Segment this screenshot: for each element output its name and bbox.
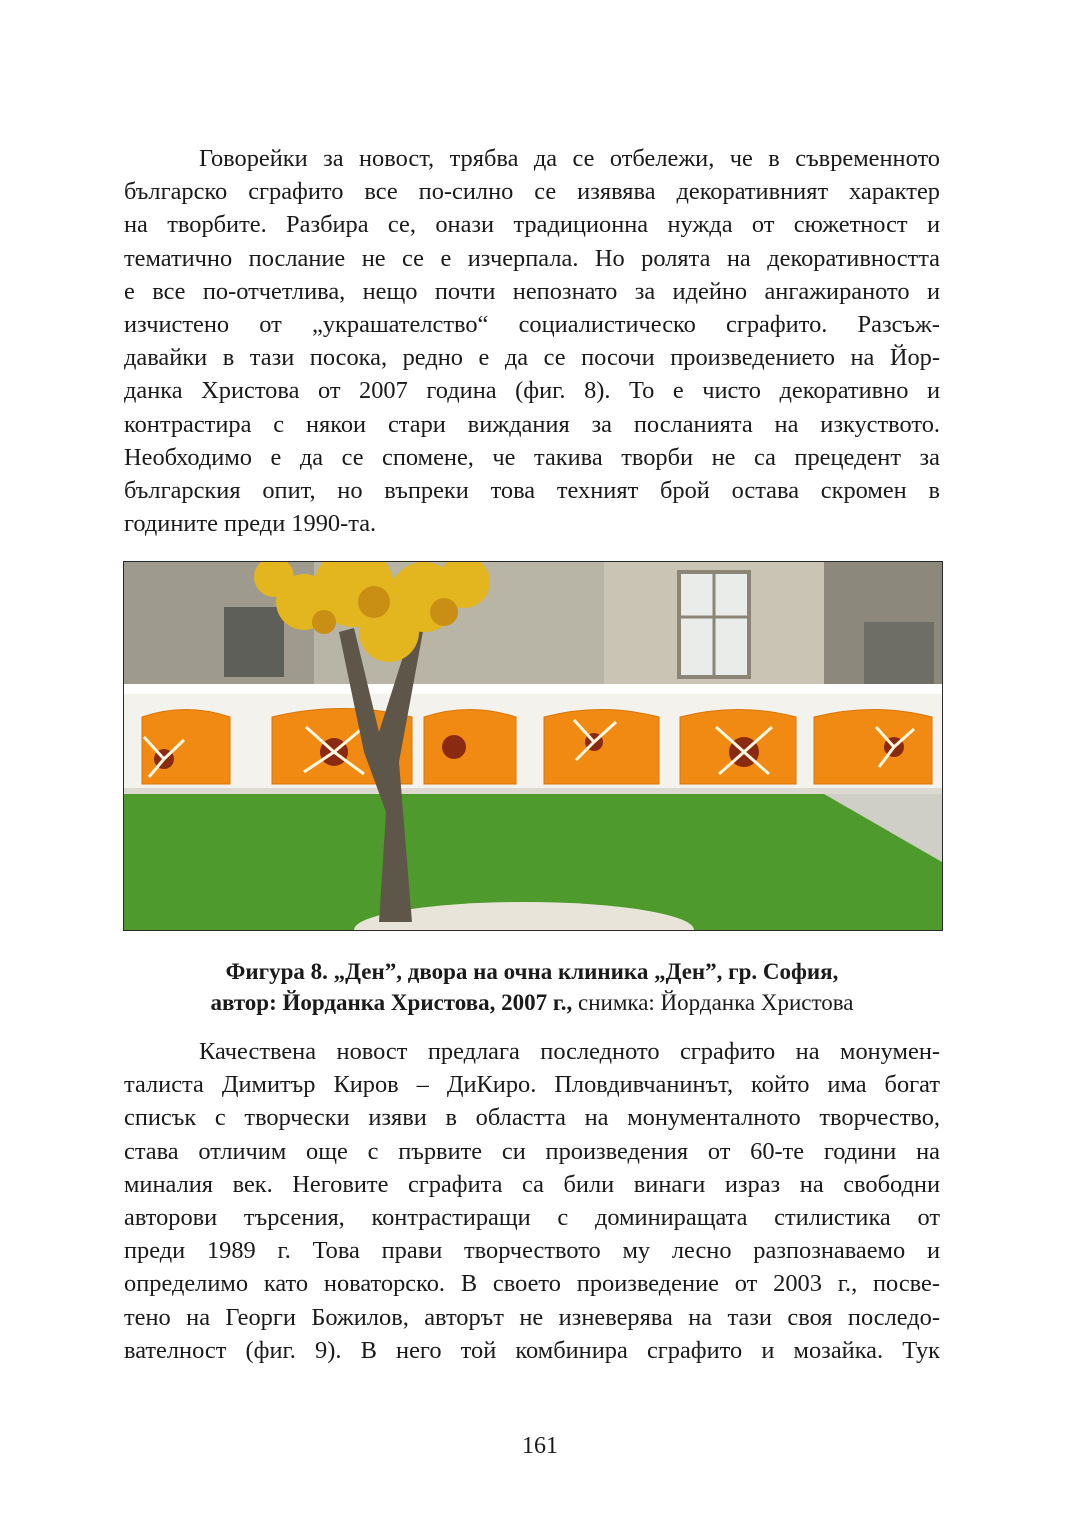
paragraph-line: тематично послание не се е изчерпала. Но ролята на декоративността [124, 244, 940, 272]
paragraph-line: талиста Димитър Киров – ДиКиро. Пловдивчанинът, който има богат [124, 1071, 940, 1099]
paragraph-line: изчистено от „украшателство“ социалистическо сграфито. Разсъж- [124, 311, 940, 339]
page-number: 161 [522, 1433, 558, 1459]
paragraph-line: авторови търсения, контрастиращи с доминиращата стилистика от [124, 1204, 940, 1232]
figure-8-photo [123, 561, 943, 931]
paragraph-line: определимо като новаторско. В своето произведение от 2003 г., посве- [124, 1270, 940, 1298]
paragraph-line: данка Христова от 2007 година (фиг. 8). То е чисто декоративно и [124, 377, 940, 405]
paragraph-line: на творбите. Разбира се, онази традиционна нужда от сюжетност и [124, 211, 940, 239]
figure-caption-line-1: Фигура 8. „Ден”, двора на очна клиника „Ден”, гр. София, [225, 959, 839, 984]
paragraph-line: списък с творчески изяви в областта на монументалното творчество, [124, 1104, 940, 1132]
paragraph-line: миналия век. Неговите сграфита са били винаги израз на свободни [124, 1170, 940, 1198]
paragraph-line: Говорейки за новост, трябва да се отбележи, че в съвременното [199, 145, 940, 172]
paragraph-line: вателност (фиг. 9). В него той комбинира сграфито и мозайка. Тук [124, 1336, 940, 1364]
paragraph-line: преди 1989 г. Това прави творчеството му лесно разпознаваемо и [124, 1237, 940, 1265]
caption-author: автор: Йорданка Христова, 2007 г., [210, 990, 573, 1015]
paragraph-1 [124, 142, 940, 540]
paragraph-line: тено на Георги Божилов, авторът не изневерява на тази своя последо- [124, 1303, 940, 1331]
paragraph-line: става отличим още с първите си произведения от 60-те години на [124, 1137, 940, 1165]
paragraph-line: Необходимо е да се спомене, че такива творби не са прецедент за [124, 443, 940, 471]
paragraph-line: годините преди 1990-та. [124, 510, 377, 538]
paragraph-line: давайки в тази посока, редно е да се посочи произведението на Йор- [124, 344, 940, 372]
paragraph-line: българския опит, но въпреки това техният брой остава скромен в [124, 477, 940, 505]
figure-caption-line-2 [124, 987, 940, 1018]
paragraph-line: Качествена новост предлага последното сграфито на монумен- [199, 1038, 940, 1065]
caption-photo-credit: снимка: Йорданка Христова [572, 990, 854, 1015]
paragraph-line: е все по-отчетлива, нещо почти непознато за идейно ангажираното и [124, 277, 940, 305]
paragraph-2 [124, 1035, 940, 1367]
paragraph-line: контрастира с някои стари виждания за посланията на изкуството. [124, 410, 940, 438]
sgraffito-wall-photo-icon [124, 562, 942, 930]
paragraph-line: българско сграфито все по-силно се изявява декоративният характер [124, 178, 940, 206]
